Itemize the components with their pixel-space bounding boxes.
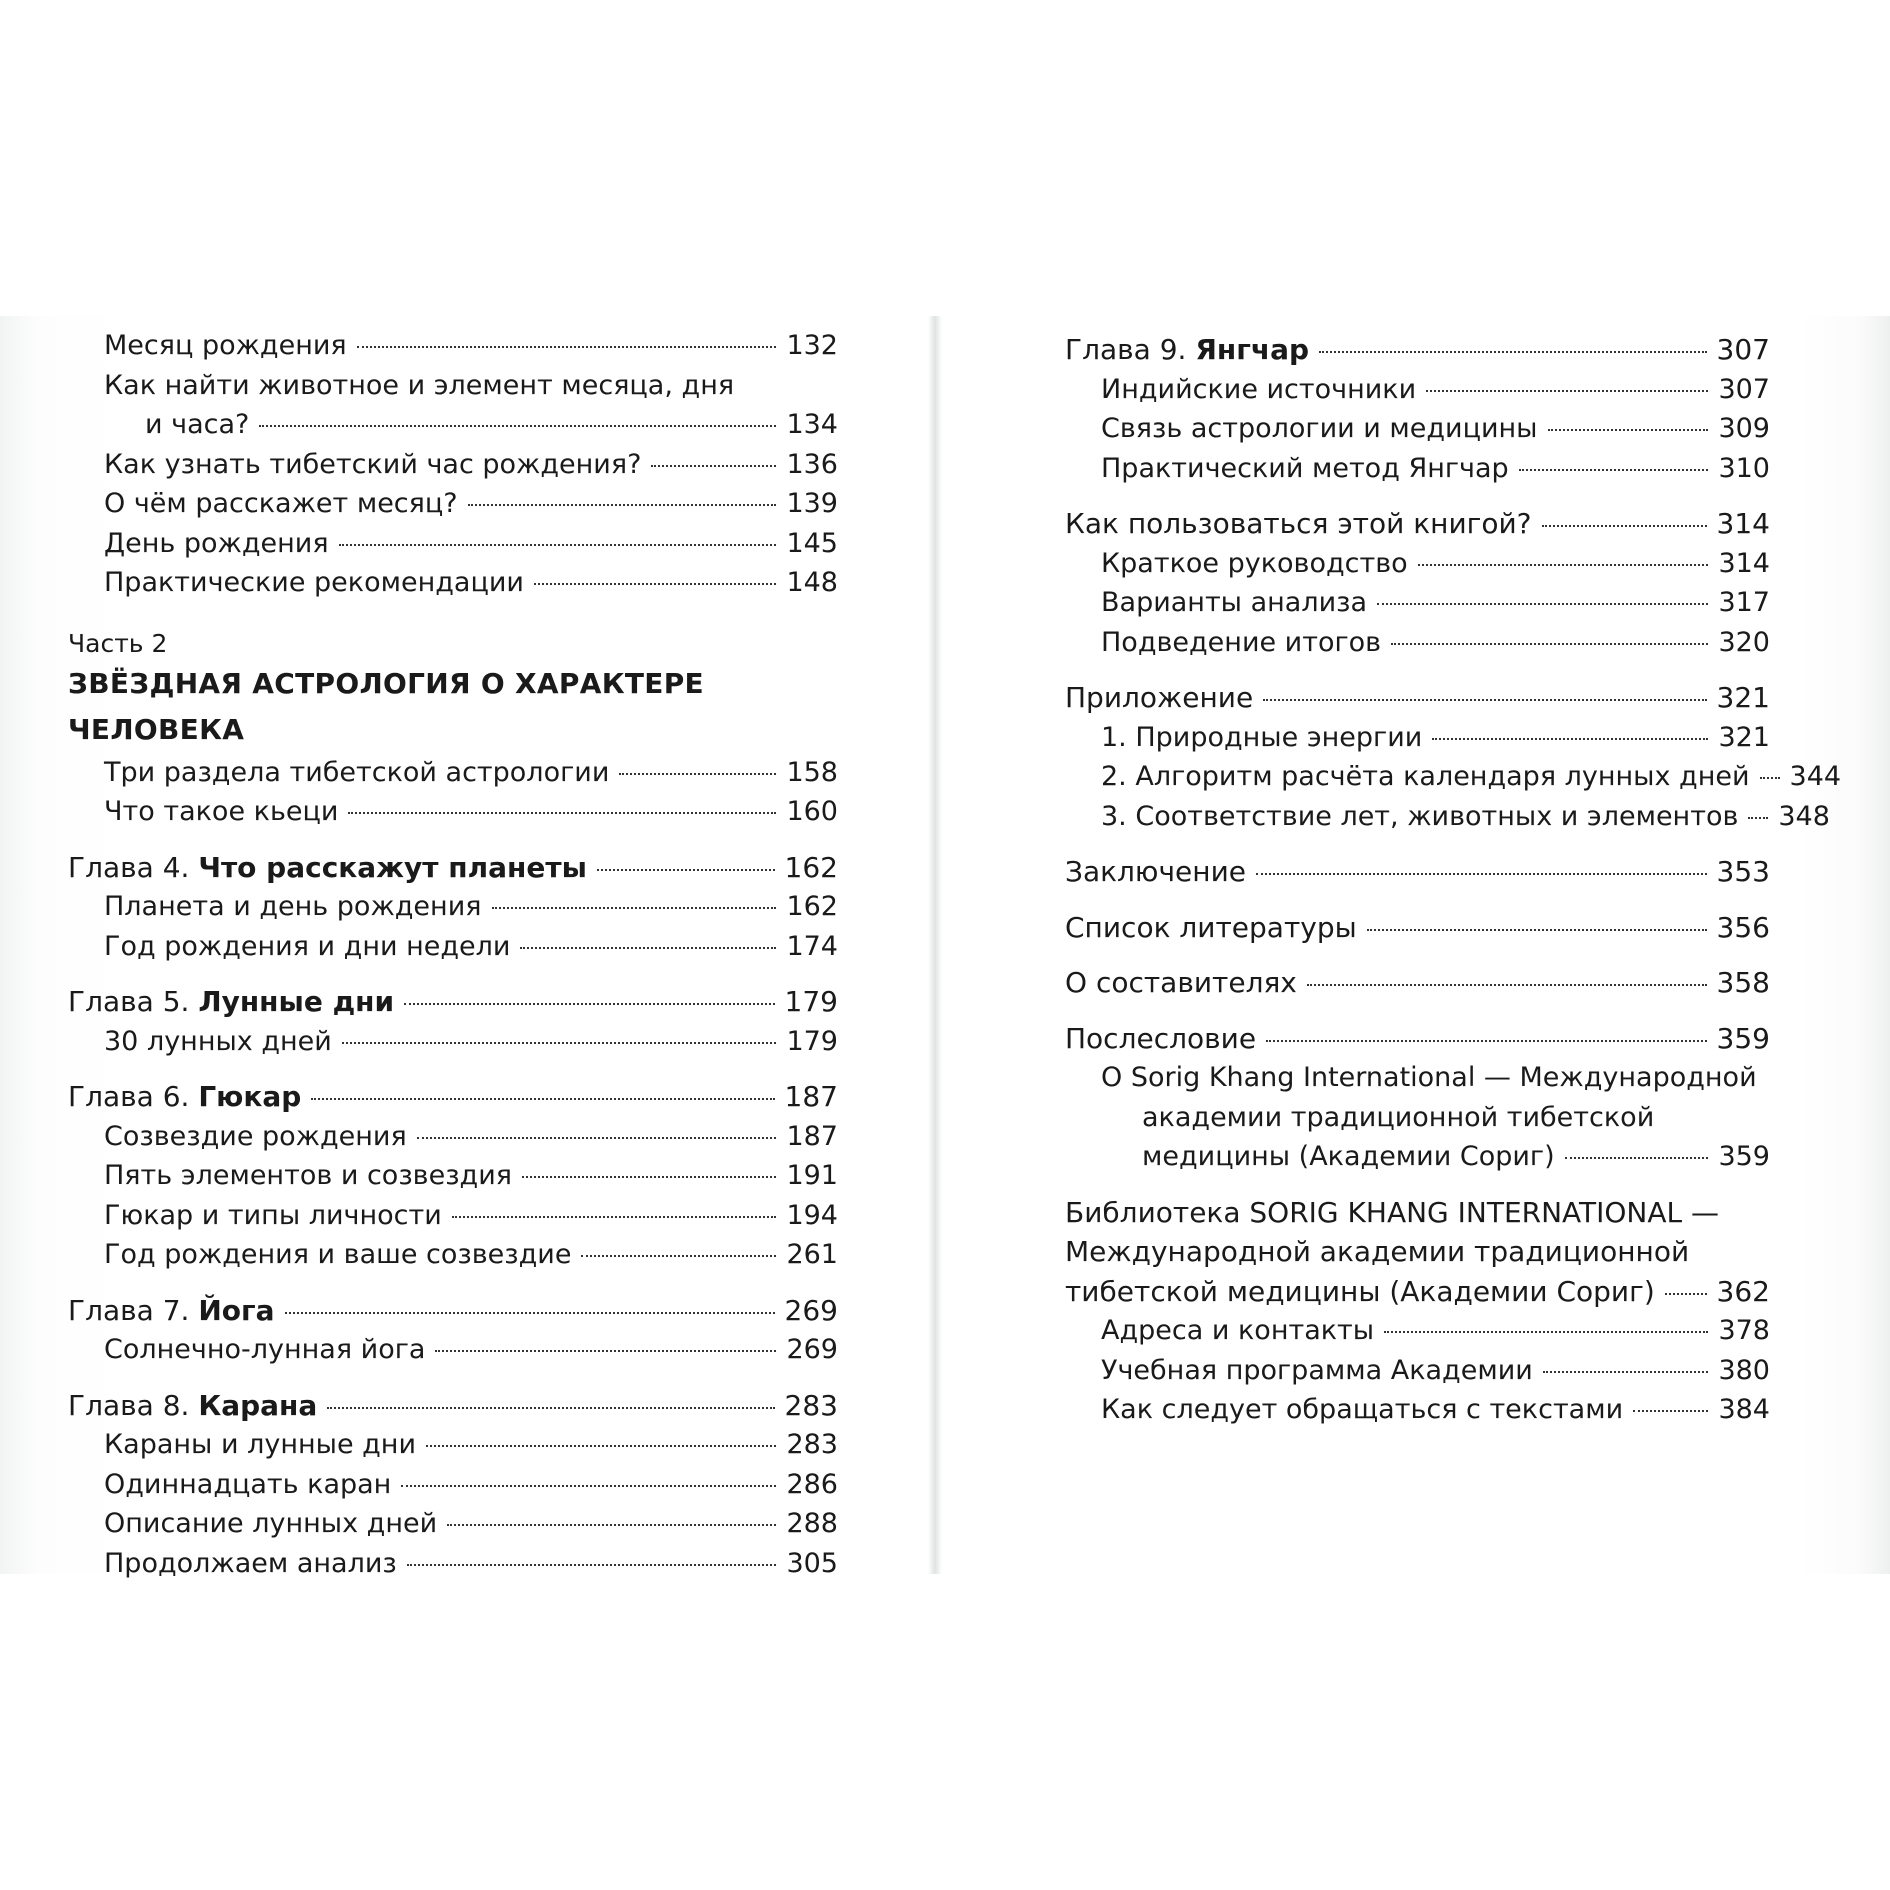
chapter-name: Лунные дни bbox=[198, 985, 395, 1018]
toc-page-number: 194 bbox=[786, 1199, 838, 1231]
left-toc bbox=[68, 326, 838, 1583]
toc-page-number: 344 bbox=[1789, 761, 1842, 792]
toc-entry-title: 1. Природные энергии bbox=[1101, 721, 1423, 753]
toc-entry-title: Караны и лунные дни bbox=[104, 1429, 417, 1460]
toc-entry-title: Как пользоваться этой книгой? bbox=[1065, 507, 1532, 540]
toc-entry[interactable] bbox=[1065, 544, 1770, 584]
toc-entry[interactable] bbox=[1065, 449, 1770, 489]
toc-entry-title: Продолжаем анализ bbox=[104, 1547, 397, 1579]
toc-entry[interactable] bbox=[1065, 1137, 1770, 1177]
chapter-prefix: Глава 8. bbox=[68, 1388, 199, 1422]
leader-dots bbox=[404, 1003, 774, 1005]
toc-entry-title: Год рождения и ваше созвездие bbox=[104, 1239, 572, 1270]
leader-dots bbox=[1760, 777, 1780, 779]
leader-dots bbox=[311, 1098, 774, 1100]
leader-dots bbox=[348, 812, 776, 814]
toc-entry-line[interactable]: академии традиционной тибетской bbox=[1142, 1101, 1655, 1133]
toc-entry-title: Пять элементов и созвездия bbox=[104, 1160, 513, 1191]
toc-entry[interactable] bbox=[68, 792, 838, 832]
leader-dots bbox=[447, 1524, 776, 1526]
leader-dots bbox=[285, 1312, 775, 1314]
toc-page-number: 359 bbox=[1718, 1141, 1770, 1172]
leader-dots bbox=[259, 425, 776, 427]
toc-page-number: 362 bbox=[1716, 1274, 1770, 1308]
toc-entry-title: Учебная программа Академии bbox=[1101, 1354, 1533, 1386]
part-title[interactable]: ЗВЁЗДНАЯ АСТРОЛОГИЯ О ХАРАКТЕРЕ ЧЕЛОВЕКА bbox=[68, 666, 704, 746]
toc-entry[interactable] bbox=[68, 1235, 838, 1275]
toc-page-number: 179 bbox=[786, 1025, 838, 1057]
chapter-prefix: Глава 7. bbox=[68, 1293, 199, 1327]
toc-entry-title: Варианты анализа bbox=[1101, 587, 1368, 618]
toc-entry[interactable] bbox=[68, 927, 838, 967]
leader-dots bbox=[1384, 1331, 1708, 1333]
toc-entry[interactable] bbox=[1065, 1390, 1770, 1430]
toc-page-number: 283 bbox=[784, 1388, 838, 1422]
authors-heading[interactable] bbox=[1065, 963, 1770, 1003]
toc-entry-title: 3. Соответствие лет, животных и элементов bbox=[1101, 800, 1739, 832]
right-toc bbox=[1065, 330, 1842, 1430]
toc-page-number: 269 bbox=[786, 1334, 838, 1365]
chapter-name: Гюкар bbox=[198, 1080, 302, 1113]
toc-page-number: 187 bbox=[784, 1080, 838, 1113]
chapter-5-heading[interactable] bbox=[68, 982, 838, 1022]
toc-entry-title: Приложение bbox=[1065, 681, 1254, 714]
toc-entry-title: Как узнать тибетский час рождения? bbox=[104, 448, 642, 480]
toc-entry[interactable] bbox=[68, 445, 838, 485]
toc-entry[interactable] bbox=[68, 1465, 838, 1505]
leader-dots bbox=[651, 465, 776, 467]
conclusion-heading[interactable] bbox=[1065, 852, 1770, 892]
toc-page-number: 321 bbox=[1718, 721, 1770, 753]
toc-entry[interactable] bbox=[68, 1156, 838, 1196]
leader-dots bbox=[327, 1407, 774, 1409]
toc-page-number: 269 bbox=[784, 1293, 838, 1327]
toc-entry[interactable] bbox=[68, 405, 838, 445]
toc-page-number: 314 bbox=[1716, 507, 1770, 540]
chapter-4-heading[interactable] bbox=[68, 848, 838, 888]
toc-page-number: 305 bbox=[786, 1547, 838, 1579]
leader-dots bbox=[401, 1485, 776, 1487]
toc-entry[interactable] bbox=[68, 753, 838, 793]
toc-page-number: 378 bbox=[1718, 1315, 1770, 1346]
leader-dots bbox=[1665, 1293, 1707, 1295]
leader-dots bbox=[1426, 390, 1708, 392]
toc-entry-title: Практические рекомендации bbox=[104, 567, 524, 598]
toc-entry-title: Месяц рождения bbox=[104, 330, 347, 361]
toc-entry[interactable] bbox=[1065, 409, 1770, 449]
toc-page-number: 132 bbox=[786, 330, 838, 361]
toc-page-number: 148 bbox=[786, 567, 838, 598]
toc-entry[interactable] bbox=[1065, 1311, 1770, 1351]
toc-entry[interactable] bbox=[68, 1022, 838, 1062]
right-page bbox=[935, 316, 1890, 1574]
toc-entry-title: Подведение итогов bbox=[1101, 626, 1382, 658]
toc-page-number: 136 bbox=[786, 448, 838, 480]
chapter-8-heading[interactable] bbox=[68, 1386, 838, 1426]
leader-dots bbox=[1542, 525, 1707, 527]
toc-page-number: 174 bbox=[786, 930, 838, 962]
toc-page-number: 179 bbox=[784, 985, 838, 1018]
leader-dots bbox=[1391, 643, 1708, 645]
toc-page-number: 380 bbox=[1718, 1354, 1770, 1386]
toc-page-number: 358 bbox=[1716, 966, 1770, 999]
chapter-name: Что расскажут планеты bbox=[198, 850, 587, 884]
toc-page-number: 353 bbox=[1716, 855, 1770, 888]
chapter-prefix: Глава 6. bbox=[68, 1080, 199, 1113]
toc-entry-title: тибетской медицины (Академии Сориг) bbox=[1065, 1274, 1655, 1308]
toc-entry-title: Послесловие bbox=[1065, 1021, 1257, 1055]
leader-dots bbox=[1319, 351, 1707, 353]
toc-entry-title: Индийские источники bbox=[1101, 373, 1417, 405]
leader-dots bbox=[619, 773, 776, 775]
toc-page-number: 162 bbox=[784, 850, 838, 884]
toc-page-number: 286 bbox=[786, 1468, 838, 1500]
toc-entry[interactable] bbox=[1065, 1351, 1770, 1391]
chapter-prefix: Глава 9. bbox=[1065, 333, 1196, 366]
library-heading-line[interactable]: Библиотека SORIG KHANG INTERNATIONAL — bbox=[1065, 1195, 1720, 1229]
toc-page-number: 310 bbox=[1718, 452, 1770, 484]
library-heading-line[interactable]: Международной академии традиционной bbox=[1065, 1235, 1690, 1268]
leader-dots bbox=[452, 1216, 777, 1218]
toc-entry[interactable] bbox=[68, 1504, 838, 1544]
leader-dots bbox=[1266, 1040, 1706, 1042]
leader-dots bbox=[1543, 1371, 1709, 1373]
toc-page-number: 309 bbox=[1718, 413, 1770, 444]
leader-dots bbox=[426, 1445, 776, 1447]
toc-entry-title: Связь астрологии и медицины bbox=[1101, 413, 1538, 444]
toc-entry-title: Краткое руководство bbox=[1101, 547, 1408, 579]
toc-entry[interactable] bbox=[1065, 797, 1830, 837]
toc-entry[interactable] bbox=[68, 524, 838, 564]
chapter-9-heading[interactable] bbox=[1065, 330, 1770, 370]
howto-heading[interactable] bbox=[1065, 504, 1770, 544]
chapter-name: Йога bbox=[198, 1293, 275, 1327]
leader-dots bbox=[1519, 469, 1709, 471]
toc-entry-title: Одиннадцать каран bbox=[104, 1468, 392, 1500]
toc-entry[interactable] bbox=[1065, 718, 1770, 758]
leader-dots bbox=[492, 907, 777, 909]
toc-entry-title: Год рождения и дни недели bbox=[104, 930, 511, 962]
toc-page-number: 359 bbox=[1716, 1021, 1770, 1055]
leader-dots bbox=[339, 544, 777, 546]
toc-entry-title: Как следует обращаться с текстами bbox=[1101, 1394, 1624, 1425]
library-heading[interactable] bbox=[1065, 1272, 1770, 1312]
leader-dots bbox=[1367, 929, 1707, 931]
toc-entry[interactable] bbox=[68, 563, 838, 603]
leader-dots bbox=[1548, 429, 1709, 431]
toc-page-number: 145 bbox=[786, 527, 838, 559]
leader-dots bbox=[581, 1255, 776, 1257]
toc-entry-title: Что такое кьеци bbox=[104, 796, 339, 827]
toc-entry-title: День рождения bbox=[104, 527, 329, 559]
chapter-6-heading[interactable] bbox=[68, 1077, 838, 1117]
toc-entry-line[interactable]: Как найти животное и элемент месяца, дня bbox=[104, 369, 735, 401]
toc-page-number: 162 bbox=[786, 891, 838, 922]
toc-page-number: 321 bbox=[1716, 681, 1770, 714]
toc-page-number: 288 bbox=[786, 1508, 838, 1539]
toc-entry-title: Практический метод Янгчар bbox=[1101, 452, 1509, 484]
leader-dots bbox=[342, 1042, 777, 1044]
leader-dots bbox=[417, 1137, 777, 1139]
toc-entry[interactable] bbox=[68, 887, 838, 927]
appendix-heading[interactable] bbox=[1065, 678, 1770, 718]
toc-entry[interactable] bbox=[68, 484, 838, 524]
toc-page-number: 283 bbox=[786, 1429, 838, 1460]
toc-entry-title: Адреса и контакты bbox=[1101, 1315, 1375, 1346]
toc-entry[interactable] bbox=[68, 1196, 838, 1236]
leader-dots bbox=[534, 583, 777, 585]
toc-page-number: 158 bbox=[786, 756, 838, 788]
chapter-name: Карана bbox=[198, 1388, 318, 1422]
toc-page-number: 134 bbox=[786, 409, 838, 440]
book-spread bbox=[0, 316, 1890, 1579]
toc-page-number: 160 bbox=[786, 796, 838, 827]
toc-entry-title: 30 лунных дней bbox=[104, 1025, 332, 1057]
leader-dots bbox=[1256, 873, 1707, 875]
toc-entry-title: медицины (Академии Сориг) bbox=[1142, 1141, 1555, 1172]
afterword-heading[interactable] bbox=[1065, 1019, 1770, 1059]
chapter-name: Янгчар bbox=[1195, 333, 1310, 366]
left-page bbox=[0, 316, 935, 1579]
toc-entry[interactable] bbox=[1065, 757, 1842, 797]
toc-entry-title: Гюкар и типы личности bbox=[104, 1199, 442, 1231]
toc-entry-title: Список литературы bbox=[1065, 910, 1357, 944]
literature-heading[interactable] bbox=[1065, 908, 1770, 948]
leader-dots bbox=[1418, 564, 1709, 566]
toc-page-number: 317 bbox=[1718, 587, 1770, 618]
toc-entry-title: Планета и день рождения bbox=[104, 891, 482, 922]
leader-dots bbox=[407, 1564, 777, 1566]
chapter-prefix: Глава 4. bbox=[68, 850, 199, 884]
toc-page-number: 348 bbox=[1778, 800, 1830, 832]
toc-entry-line[interactable]: О Sorig Khang International — Международной bbox=[1101, 1062, 1757, 1093]
toc-entry-title: О чём расскажет месяц? bbox=[104, 488, 458, 519]
toc-page-number: 187 bbox=[786, 1120, 838, 1152]
toc-entry-title: Созвездие рождения bbox=[104, 1120, 407, 1152]
part-label: Часть 2 bbox=[68, 628, 168, 658]
leader-dots bbox=[597, 869, 775, 871]
toc-entry[interactable] bbox=[1065, 370, 1770, 410]
toc-entry[interactable] bbox=[1065, 583, 1770, 623]
book-gutter bbox=[928, 316, 942, 1574]
toc-page-number: 261 bbox=[786, 1239, 838, 1270]
toc-page-number: 307 bbox=[1716, 333, 1770, 366]
toc-page-number: 356 bbox=[1716, 910, 1770, 944]
toc-page-number: 139 bbox=[786, 488, 838, 519]
toc-entry[interactable] bbox=[68, 1425, 838, 1465]
leader-dots bbox=[468, 504, 777, 506]
toc-page-number: 307 bbox=[1718, 373, 1770, 405]
toc-entry-title: Три раздела тибетской астрологии bbox=[104, 756, 610, 788]
toc-entry-title: Заключение bbox=[1065, 855, 1246, 888]
leader-dots bbox=[435, 1350, 776, 1352]
chapter-7-heading[interactable] bbox=[68, 1291, 838, 1331]
toc-page-number: 320 bbox=[1718, 626, 1770, 658]
toc-page-number: 314 bbox=[1718, 547, 1770, 579]
leader-dots bbox=[1633, 1410, 1708, 1412]
leader-dots bbox=[1307, 984, 1707, 986]
toc-entry-title: О составителях bbox=[1065, 966, 1297, 999]
leader-dots bbox=[1377, 603, 1708, 605]
toc-entry[interactable] bbox=[1065, 623, 1770, 663]
toc-page-number: 384 bbox=[1718, 1394, 1770, 1425]
chapter-prefix: Глава 5. bbox=[68, 985, 199, 1018]
toc-page-number: 191 bbox=[786, 1160, 838, 1191]
leader-dots bbox=[357, 346, 777, 348]
toc-entry[interactable] bbox=[68, 1330, 838, 1370]
toc-entry[interactable] bbox=[68, 1544, 838, 1584]
leader-dots bbox=[1565, 1157, 1709, 1159]
leader-dots bbox=[520, 947, 776, 949]
leader-dots bbox=[1432, 738, 1708, 740]
toc-entry-title: Солнечно-лунная йога bbox=[104, 1334, 426, 1365]
leader-dots bbox=[1748, 817, 1768, 819]
leader-dots bbox=[522, 1176, 776, 1178]
toc-entry-title: 2. Алгоритм расчёта календаря лунных дней bbox=[1101, 761, 1750, 792]
toc-entry-title: и часа? bbox=[145, 409, 250, 440]
toc-entry[interactable] bbox=[68, 326, 838, 366]
toc-entry-title: Описание лунных дней bbox=[104, 1508, 438, 1539]
toc-entry[interactable] bbox=[68, 1117, 838, 1157]
leader-dots bbox=[1263, 699, 1706, 701]
